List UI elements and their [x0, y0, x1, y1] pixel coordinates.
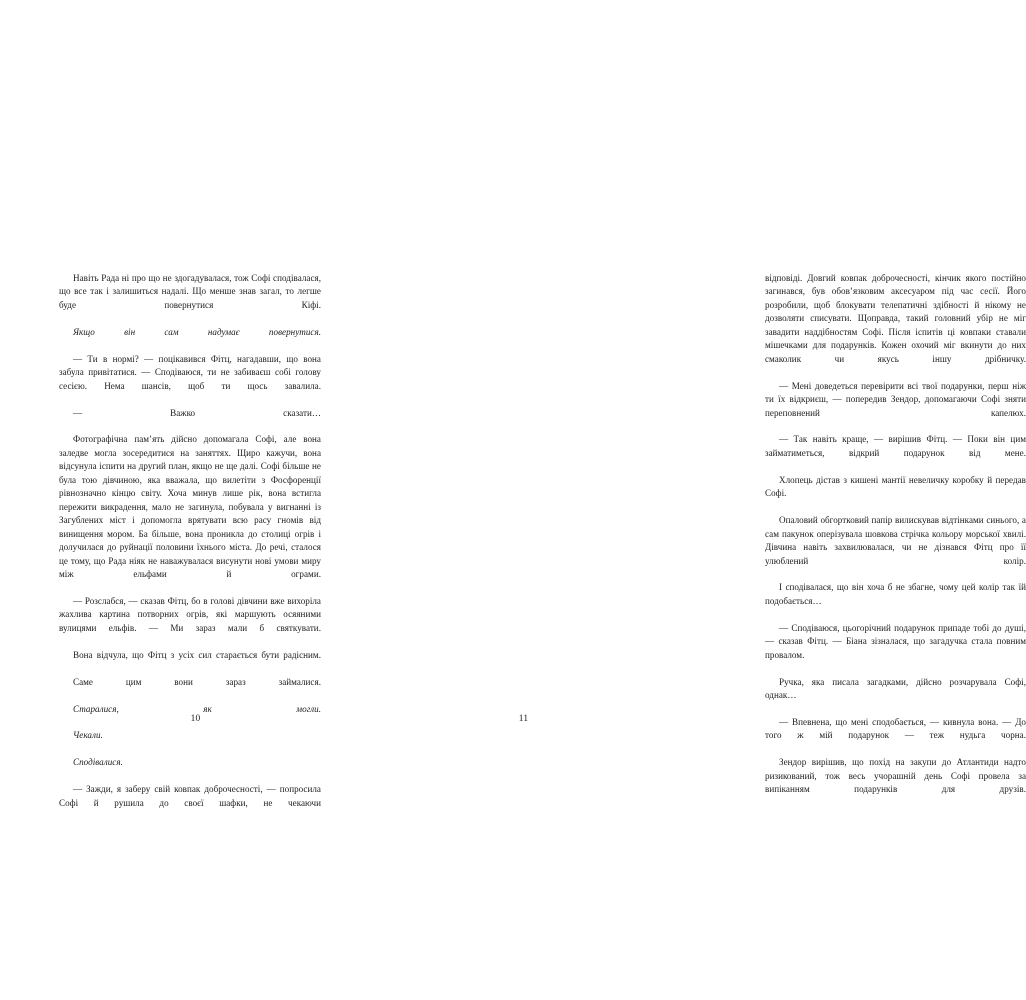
paragraph: Навіть Рада ні про що не здогадувалася, тож Софі сподівалася, що все так і залишиться надалі. Що менше знав загал, то легше буде повернутися Кіфі.	[59, 273, 321, 310]
paragraph: Чекали.	[73, 730, 103, 741]
paragraph: Хлопець дістав з кишені мантії невеличку коробку й передав Софі.	[765, 474, 1026, 499]
paragraph: Старалися, як могли.	[73, 703, 321, 714]
page-right-textblock	[765, 272, 1026, 810]
paragraph: Ручка, яка писала загадками, дійсно розчарувала Софі, однак…	[765, 676, 1026, 701]
paragraph: Сподівалися.	[73, 757, 123, 768]
page-number-left: 10	[190, 714, 201, 724]
paragraph: — Впевнена, що мені сподобається, — кивнула вона. — До того ж мій подарунок — теж нудьга чорна.	[765, 716, 1026, 741]
paragraph: — Розслабся, — сказав Фітц, бо в голові дівчини вже вихоріла жахлива картина потворних огрів, які маршують осяяними вулицями ельфів. — Ми зараз мали б святкувати.	[59, 595, 321, 633]
paragraph: — Так навіть краще, — вирішив Фітц. — Поки він цим займатиметься, відкрий подарунок від мене.	[765, 434, 1026, 458]
page-right	[360, 0, 1026, 1000]
paragraph: — Мені доведеться перевірити всі твої подарунки, перш ніж ти їх відкриєш, — попередив Зендор, допомагаючи Софі зняти переповнений капелюх.	[765, 380, 1026, 418]
paragraph: Зендор вирішив, що похід на закупи до Атлантиди надто ризикований, тож весь учорашній день Софі провела за випіканням подарунків для друзів.	[765, 757, 1026, 795]
paragraph: Фотографічна пам’ять дійсно допомагала Софі, але вона заледве могла зосередитися на заняттях. Щиро кажучи, вона відсунула іспити на другий план, якщо не ще далі. Софі більше не була тою дівчиною, яка вважала, що вилетіти з Фосфоренції рівнозначно кінцю світу. Хоча минув лише рік, вона встигла пережити викрадення, мало не загинула, побувала у вигнанні із Загублених міст і допомогла врятувати всю расу гномів від винищення мором. Ба більше, вона проникла до столиці огрів і долучилася до руйнації половини їхнього міста. До речі, сталося це тому, що Рада ніяк не наважувалася висунути нові умови миру між ельфами й ограми.	[59, 434, 321, 579]
paragraph: Вона відчула, що Фітц з усіх сил старається бути радісним.	[73, 649, 321, 660]
paragraph: Якщо він сам надумає повернутися.	[73, 326, 321, 337]
paragraph: — Сподіваюся, цьогорічний подарунок припаде тобі до душі, — сказав Фітц. — Біана зізналася, що загадучка стала повним провалом.	[765, 622, 1026, 660]
paragraph: І сподівалася, що він хоча б не збагне, чому цей колір так їй подобається…	[765, 582, 1026, 606]
paragraph: — Важко сказати…	[73, 407, 321, 418]
paragraph: — Ти в нормі? — поцікавився Фітц, нагадавши, що вона забула привітатися. — Сподіваюся, ти не забиваєш собі голову сесією. Нема шансів, щоб ти щось завалила.	[59, 353, 321, 391]
page-number-right: 11	[518, 714, 529, 724]
page-left-textblock	[59, 272, 321, 824]
paragraph: відповіді. Довгий ковпак доброчесності, кінчик якого постійно загинався, був обов’язковим аксесуаром під час сесії. Його розробили, щоб блокувати телепатичні здібності й нікому не дозволяти списувати. Щоправда, такий головний убір не міг завадити наддібностям Софі. Після іспитів ці ковпаки ставали мішечками для подарунків. Кожен охочий міг вкинути до них смаколик чи якусь іншу дрібничку.	[765, 273, 1026, 364]
paragraph: Саме цим вони зараз займалися.	[73, 676, 321, 687]
paragraph: Опаловий обгортковий папір вилискував відтінками синього, а сам пакунок оперізувала шовкова стрічка кольору морської хвилі. Дівчина навіть захвилювалася, чи не дізнався Фітц про її улюблений колір.	[765, 515, 1026, 566]
page-left	[0, 0, 360, 1000]
paragraph: — Зажди, я заберу свій ковпак доброчесності, — попросила Софі й рушила до своєї шафки, не чекаючи	[59, 784, 321, 808]
